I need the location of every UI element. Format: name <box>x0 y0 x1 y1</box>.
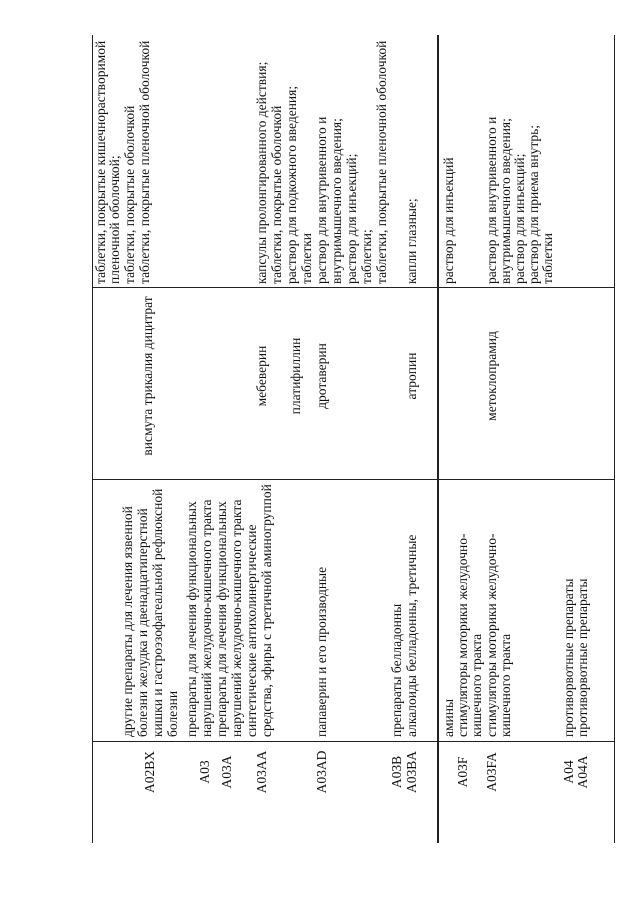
atc-code: A03FA <box>484 752 499 792</box>
atc-name-line: болезни <box>165 690 180 737</box>
atc-name-line: стимуляторы моторики желудочно- <box>484 533 499 737</box>
dosage-form-line: таблетки <box>299 232 314 284</box>
atc-name-line: нарушений желудочно-кишечного тракта <box>199 499 214 737</box>
atc-name-line: препараты белладонны <box>389 603 404 737</box>
dosage-form-line: таблетки, покрытые оболочкой <box>269 105 284 284</box>
atc-code: A03B <box>389 755 404 789</box>
atc-code: A03 <box>197 760 212 784</box>
atc-code: A04 <box>561 760 576 784</box>
dosage-form-line: таблетки, покрытые кишечнорастворимой <box>93 40 108 284</box>
drug-name: мебеверин <box>254 345 269 407</box>
drug-name: метоклопрамид <box>484 331 499 421</box>
atc-name-line: папаверин и его производные <box>314 566 329 737</box>
atc-code: A03A <box>219 755 234 789</box>
atc-name-line: кишечного тракта <box>498 633 513 737</box>
dosage-form-line: таблетки, покрытые оболочкой <box>122 105 137 284</box>
atc-code: A03BA <box>404 751 419 794</box>
dosage-form-line: раствор для подкожного введения; <box>284 85 299 284</box>
atc-name-line: препараты для лечения функциональных <box>184 501 199 737</box>
dosage-form-line: внутримышечного введения; <box>498 118 513 284</box>
atc-code: A03AD <box>314 750 329 794</box>
atc-name-line: болезни желудка и двенадцатиперстной <box>135 508 150 737</box>
column-divider <box>92 741 614 742</box>
dosage-form-line: таблетки <box>540 232 555 284</box>
atc-name-line: противорвотные препараты <box>561 578 576 737</box>
dosage-form-line: таблетки, покрытые пленочной оболочкой <box>374 40 389 284</box>
dosage-form-line: раствор для инъекций; <box>344 153 359 284</box>
drug-name: висмута трикалия дицитрат <box>140 296 155 456</box>
column-divider <box>92 287 614 288</box>
row-divider-thick <box>437 35 439 843</box>
drug-name: атропин <box>404 352 419 400</box>
dosage-form-line: раствор для инъекций <box>441 157 456 284</box>
dosage-form-line: капсулы пролонгированного действия; <box>254 61 269 284</box>
atc-name-line: алкалоиды белладонны, третичные <box>404 534 419 737</box>
dosage-form-line: раствор для внутривенного и <box>484 116 499 284</box>
atc-name-line: кишки и гастроэзофагеальной рефлюксной <box>150 488 165 737</box>
dosage-form-line: капли глазные; <box>404 198 419 284</box>
atc-code: A03F <box>455 756 470 788</box>
atc-code: A02BX <box>142 751 157 794</box>
atc-code: A03AA <box>254 750 269 794</box>
atc-name-line: препараты для лечения функциональных <box>214 501 229 737</box>
drug-name: платифиллин <box>288 337 303 415</box>
atc-name-line: стимуляторы моторики желудочно- <box>455 533 470 737</box>
column-divider <box>92 479 614 480</box>
dosage-form-line: пленочной оболочкой; <box>107 155 122 284</box>
dosage-form-line: раствор для инъекций; <box>512 153 527 284</box>
atc-name-line: другие препараты для лечения язвенной <box>120 506 135 737</box>
atc-name-line: кишечного тракта <box>469 633 484 737</box>
dosage-form-line: таблетки, покрытые пленочной оболочкой <box>137 40 152 284</box>
dosage-form-line: внутримышечного введения; <box>329 118 344 284</box>
dosage-form-line: раствор для внутривенного и <box>314 116 329 284</box>
drug-name: дротаверин <box>314 343 329 409</box>
atc-name-line: средства, эфиры с третичной аминогруппой <box>259 484 274 737</box>
dosage-form-line: раствор для приема внутрь; <box>526 124 541 284</box>
atc-name-line: амины <box>441 698 456 737</box>
dosage-form-line: таблетки; <box>359 229 374 284</box>
row-divider <box>614 35 615 843</box>
atc-code: A04A <box>575 755 590 789</box>
atc-name-line: противорвотные препараты <box>575 578 590 737</box>
atc-name-line: нарушений желудочно-кишечного тракта <box>229 499 244 737</box>
atc-name-line: синтетические антихолинергические <box>244 524 259 737</box>
